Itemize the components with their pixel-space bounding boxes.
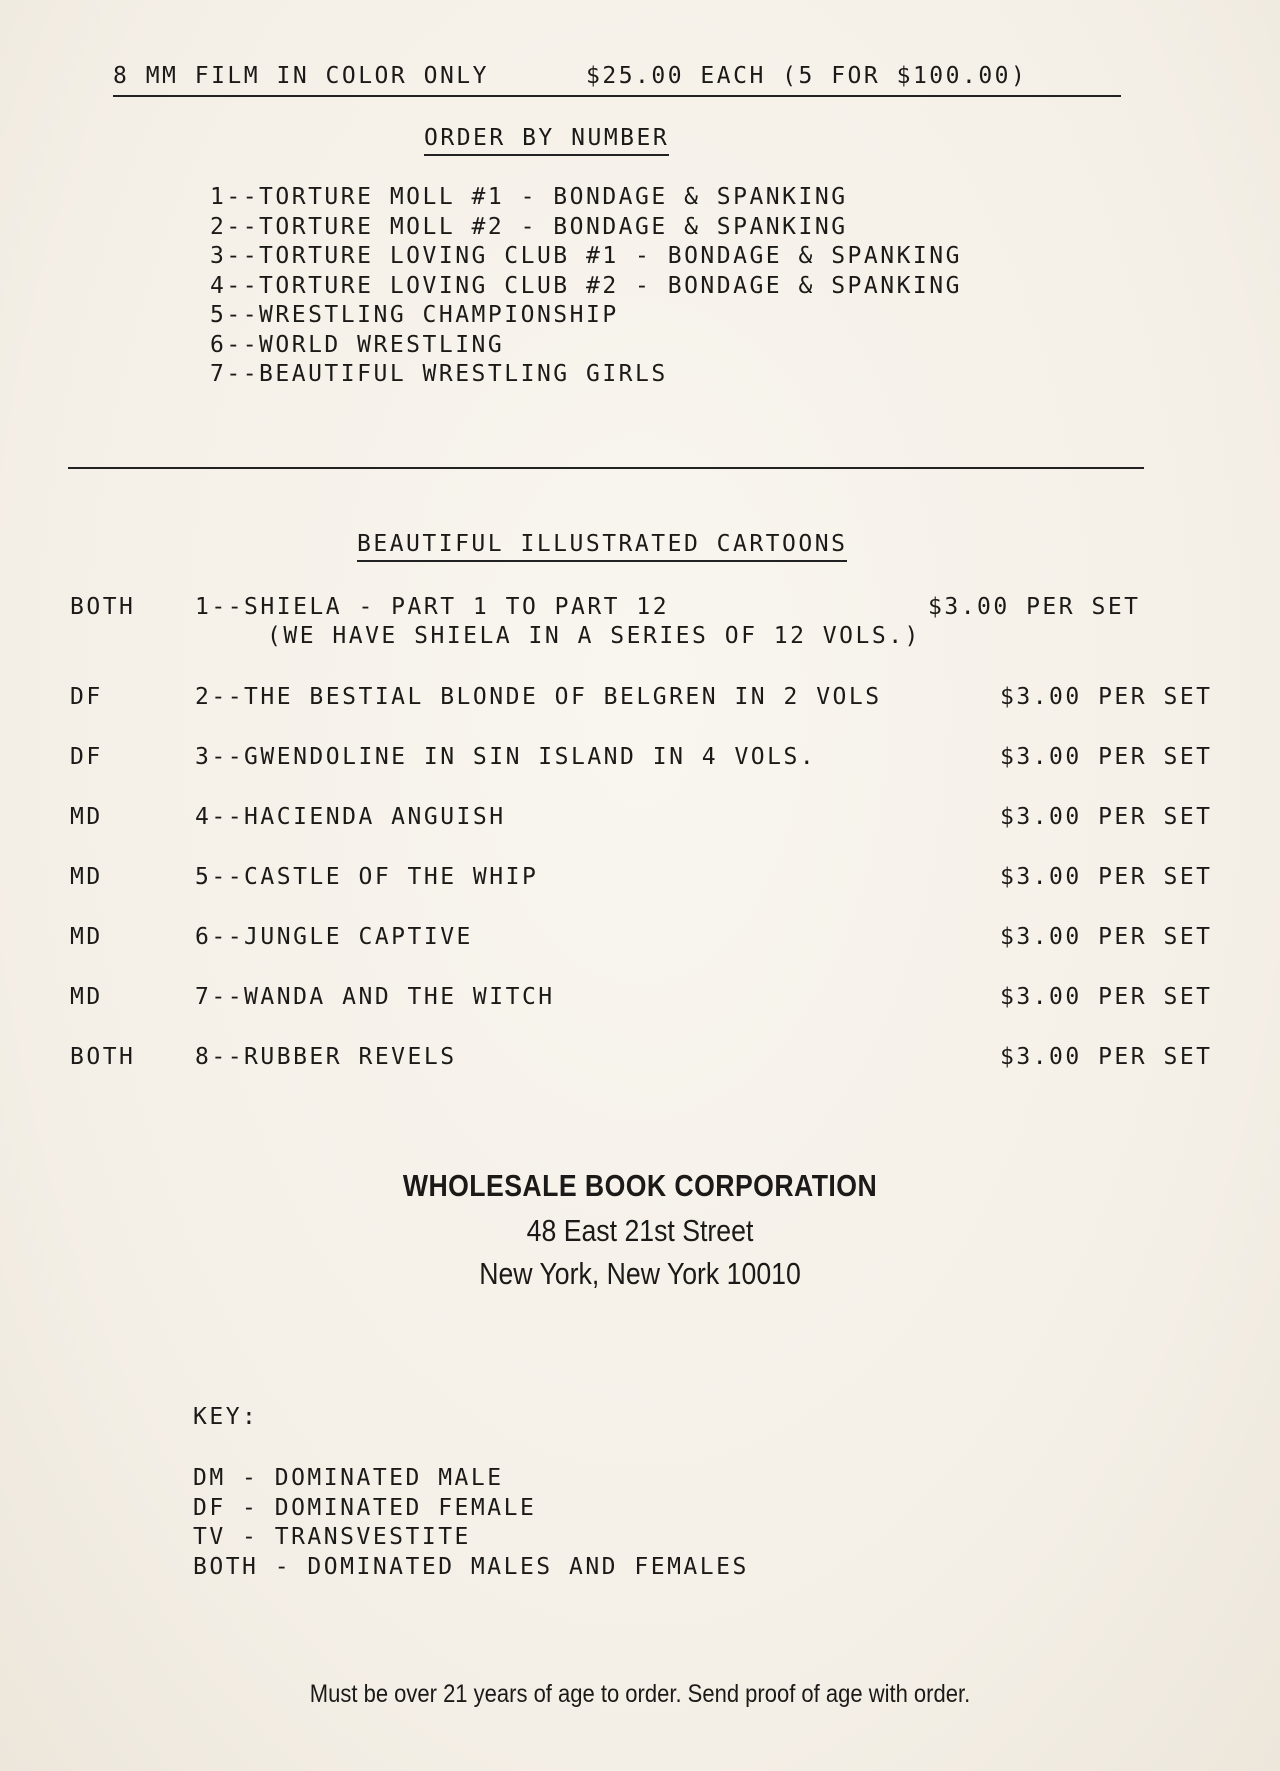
key-entry: DF - DOMINATED FEMALE (193, 1494, 537, 1521)
key-entry: BOTH - DOMINATED MALES AND FEMALES (193, 1553, 749, 1580)
cartoon-row (0, 1044, 1280, 1074)
cartoon-code: DF (70, 684, 103, 710)
cartoon-title: 5--CASTLE OF THE WHIP (195, 864, 539, 890)
cartoon-code: MD (70, 984, 103, 1010)
film-item: 2--TORTURE MOLL #2 - BONDAGE & SPANKING (210, 213, 848, 240)
film-header (113, 63, 1121, 97)
key-heading: KEY: (193, 1404, 259, 1430)
cartoon-title: 3--GWENDOLINE IN SIN ISLAND IN 4 VOLS. (195, 744, 817, 770)
cartoon-title: 7--WANDA AND THE WITCH (195, 984, 555, 1010)
cartoon-price: $3.00 PER SET (1000, 744, 1213, 770)
key-list (193, 1465, 749, 1583)
cartoon-price: $3.00 PER SET (928, 594, 1141, 620)
cartoon-title: 2--THE BESTIAL BLONDE OF BELGREN IN 2 VOLS (195, 684, 882, 710)
order-by-number-heading: ORDER BY NUMBER (424, 125, 669, 156)
cartoon-row (0, 684, 1280, 714)
cartoon-code: MD (70, 864, 103, 890)
company-street: 48 East 21st Street (526, 1213, 754, 1248)
cartoon-code: BOTH (70, 1044, 136, 1070)
cartoon-code: MD (70, 804, 103, 830)
film-list (210, 184, 962, 391)
cartoon-title: 4--HACIENDA ANGUISH (195, 804, 506, 830)
section-divider (68, 467, 1144, 469)
cartoon-price: $3.00 PER SET (1000, 924, 1213, 950)
cartoon-price: $3.00 PER SET (1000, 864, 1213, 890)
cartoon-title: 1--SHIELA - PART 1 TO PART 12 (195, 594, 670, 620)
company-city: New York, New York 10010 (479, 1256, 801, 1291)
cartoon-row (0, 804, 1280, 834)
cartoon-price: $3.00 PER SET (1000, 684, 1213, 710)
cartoon-code: MD (70, 924, 103, 950)
company-name: WHOLESALE BOOK CORPORATION (402, 1168, 878, 1203)
cartoon-row (0, 984, 1280, 1014)
cartoon-code: BOTH (70, 594, 136, 620)
cartoon-title: 8--RUBBER REVELS (195, 1044, 457, 1070)
cartoon-title: 6--JUNGLE CAPTIVE (195, 924, 473, 950)
cartoon-row (0, 864, 1280, 894)
cartoon-price: $3.00 PER SET (1000, 984, 1213, 1010)
cartoon-price: $3.00 PER SET (1000, 1044, 1213, 1070)
film-item: 6--WORLD WRESTLING (210, 331, 505, 358)
cartoon-row (0, 924, 1280, 954)
shiela-series-note: (WE HAVE SHIELA IN A SERIES OF 12 VOLS.) (267, 623, 921, 649)
cartoons-heading: BEAUTIFUL ILLUSTRATED CARTOONS (357, 531, 847, 562)
film-price: $25.00 EACH (5 FOR $100.00) (586, 63, 1028, 89)
cartoon-row (0, 744, 1280, 774)
film-item: 1--TORTURE MOLL #1 - BONDAGE & SPANKING (210, 184, 848, 210)
film-item: 3--TORTURE LOVING CLUB #1 - BONDAGE & SPANKING (210, 243, 962, 269)
key-entry: TV - TRANSVESTITE (193, 1524, 471, 1550)
film-item: 5--WRESTLING CHAMPIONSHIP (210, 302, 619, 328)
key-entry: DM - DOMINATED MALE (193, 1465, 504, 1491)
cartoon-price: $3.00 PER SET (1000, 804, 1213, 830)
age-notice: Must be over 21 years of age to order. Send proof of age with order. (309, 1680, 971, 1708)
film-heading: 8 MM FILM IN COLOR ONLY (113, 63, 489, 89)
cartoon-code: DF (70, 744, 103, 770)
film-item: 4--TORTURE LOVING CLUB #2 - BONDAGE & SPANKING (210, 272, 962, 299)
film-item: 7--BEAUTIFUL WRESTLING GIRLS (210, 361, 668, 387)
cartoon-row (0, 594, 1280, 624)
